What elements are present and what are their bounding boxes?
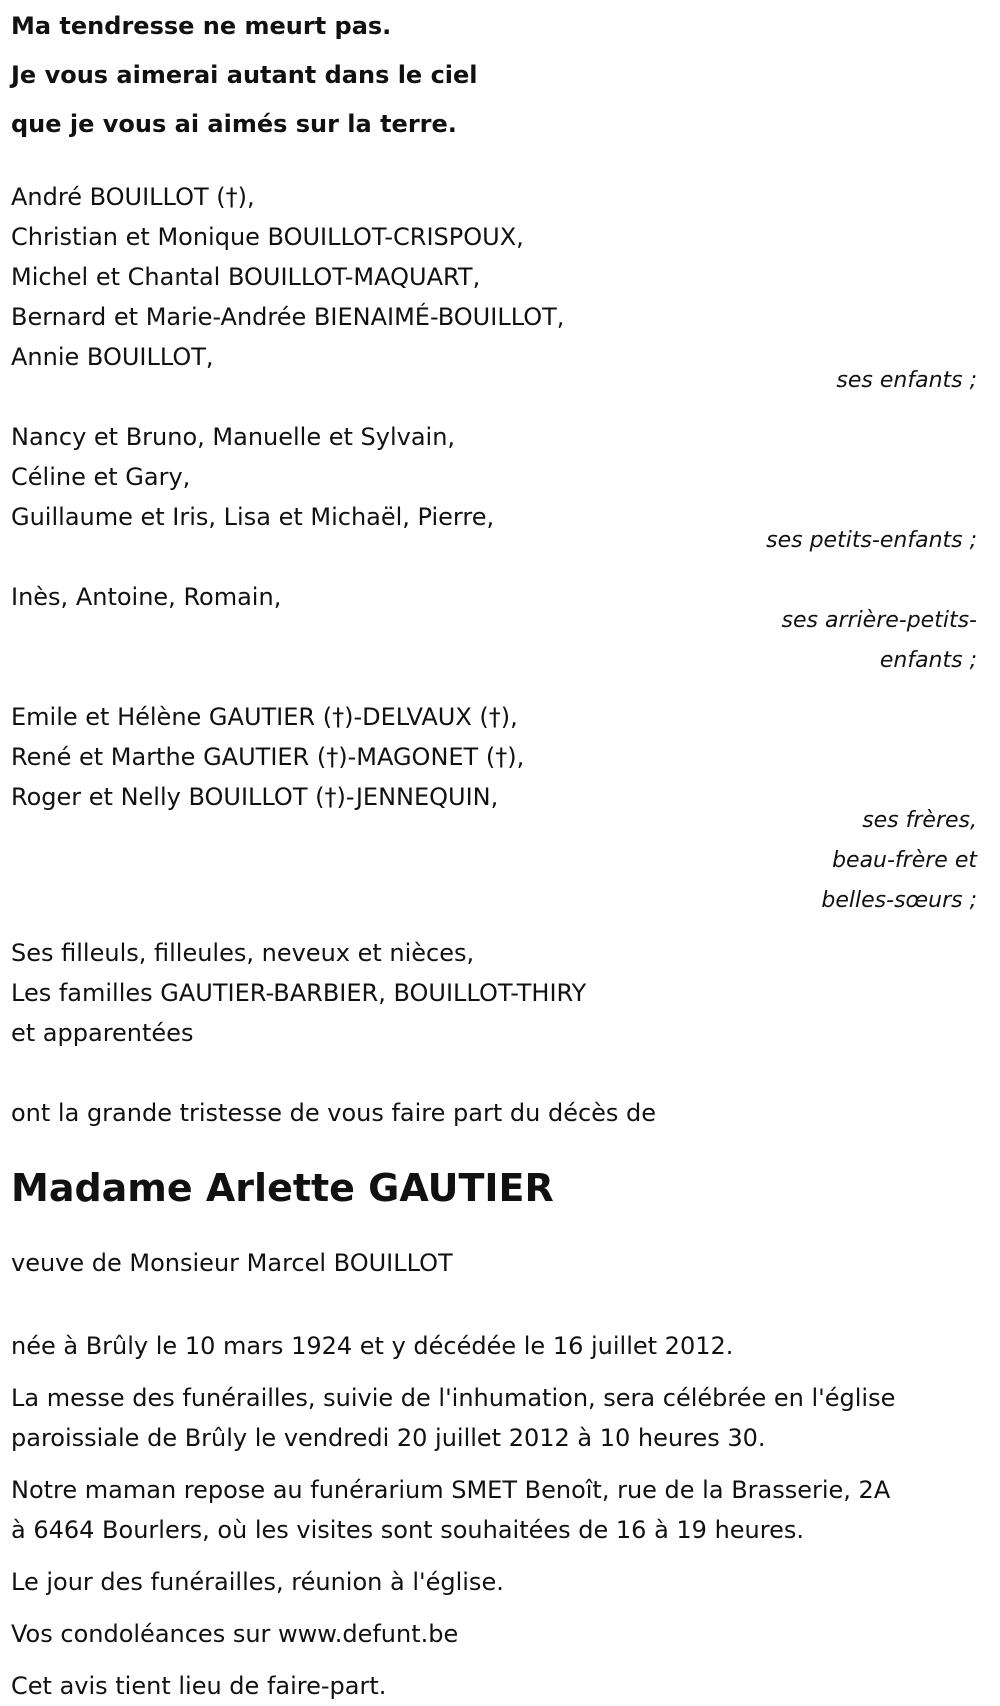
quote-line: Ma tendresse ne meurt pas. — [11, 12, 392, 40]
relation-label-line: belles-sœurs ; — [821, 888, 977, 913]
family-name-line: Inès, Antoine, Romain, — [11, 583, 282, 611]
family-name-line: René et Marthe GAUTIER (†)-MAGONET (†), — [11, 743, 525, 771]
announcement-intro: ont la grande tristesse de vous faire part du décès de — [11, 1099, 657, 1127]
family-name-line: et apparentées — [11, 1019, 194, 1047]
family-name-line: Annie BOUILLOT, — [11, 343, 214, 371]
family-name-line: Guillaume et Iris, Lisa et Michaël, Pierre, — [11, 503, 495, 531]
relation-label-siblings — [11, 801, 991, 921]
family-name-line: Bernard et Marie-Andrée BIENAIMÉ-BOUILLOT, — [11, 303, 565, 331]
family-name-line: Céline et Gary, — [11, 463, 191, 491]
family-name-line: Michel et Chantal BOUILLOT-MAQUART, — [11, 263, 481, 291]
family-name-line: Nancy et Bruno, Manuelle et Sylvain, — [11, 423, 456, 451]
condolences-info: Vos condoléances sur www.defunt.be — [11, 1620, 459, 1648]
epitaph-quote — [11, 2, 991, 149]
family-name-line: André BOUILLOT (†), — [11, 183, 255, 211]
visitation-info — [11, 1470, 991, 1550]
info-line: La messe des funérailles, suivie de l'inhumation, sera célébrée en l'église — [11, 1384, 896, 1412]
family-name-line: Emile et Hélène GAUTIER (†)-DELVAUX (†), — [11, 703, 518, 731]
quote-line: Je vous aimerai autant dans le ciel — [11, 61, 478, 89]
relation-label-line: ses frères, — [862, 808, 977, 833]
children-list — [11, 177, 991, 377]
family-name-line: Les familles GAUTIER-BARBIER, BOUILLOT-THIRY — [11, 979, 587, 1007]
relation-label-line: ses arrière-petits- — [781, 608, 977, 633]
grandchildren-list — [11, 417, 991, 537]
family-name-line: Roger et Nelly BOUILLOT (†)-JENNEQUIN, — [11, 783, 499, 811]
funeral-mass-info — [11, 1378, 991, 1458]
relation-label-line: beau-frère et — [832, 848, 977, 873]
family-name-line: Ses filleuls, filleules, neveux et nièces, — [11, 939, 475, 967]
quote-line: que je vous ai aimés sur la terre. — [11, 110, 457, 138]
birth-death-dates: née à Brûly le 10 mars 1924 et y décédée le 16 juillet 2012. — [11, 1332, 734, 1360]
obituary-notice — [0, 2, 991, 1700]
notice-statement: Cet avis tient lieu de faire-part. — [11, 1672, 387, 1700]
meeting-info: Le jour des funérailles, réunion à l'église. — [11, 1568, 504, 1596]
other-relatives-list — [11, 933, 991, 1053]
info-line: paroissiale de Brûly le vendredi 20 juillet 2012 à 10 heures 30. — [11, 1424, 766, 1452]
relation-label-line: enfants ; — [879, 648, 977, 673]
widow-of: veuve de Monsieur Marcel BOUILLOT — [11, 1249, 453, 1277]
siblings-list — [11, 697, 991, 817]
relation-label-grandchildren: ses petits-enfants ; — [766, 528, 977, 553]
info-line: Notre maman repose au funérarium SMET Benoît, rue de la Brasserie, 2A — [11, 1476, 891, 1504]
family-name-line: Christian et Monique BOUILLOT-CRISPOUX, — [11, 223, 524, 251]
deceased-name: Madame Arlette GAUTIER — [11, 1166, 554, 1210]
info-line: à 6464 Bourlers, où les visites sont souhaitées de 16 à 19 heures. — [11, 1516, 804, 1544]
relation-label-children: ses enfants ; — [836, 368, 977, 393]
